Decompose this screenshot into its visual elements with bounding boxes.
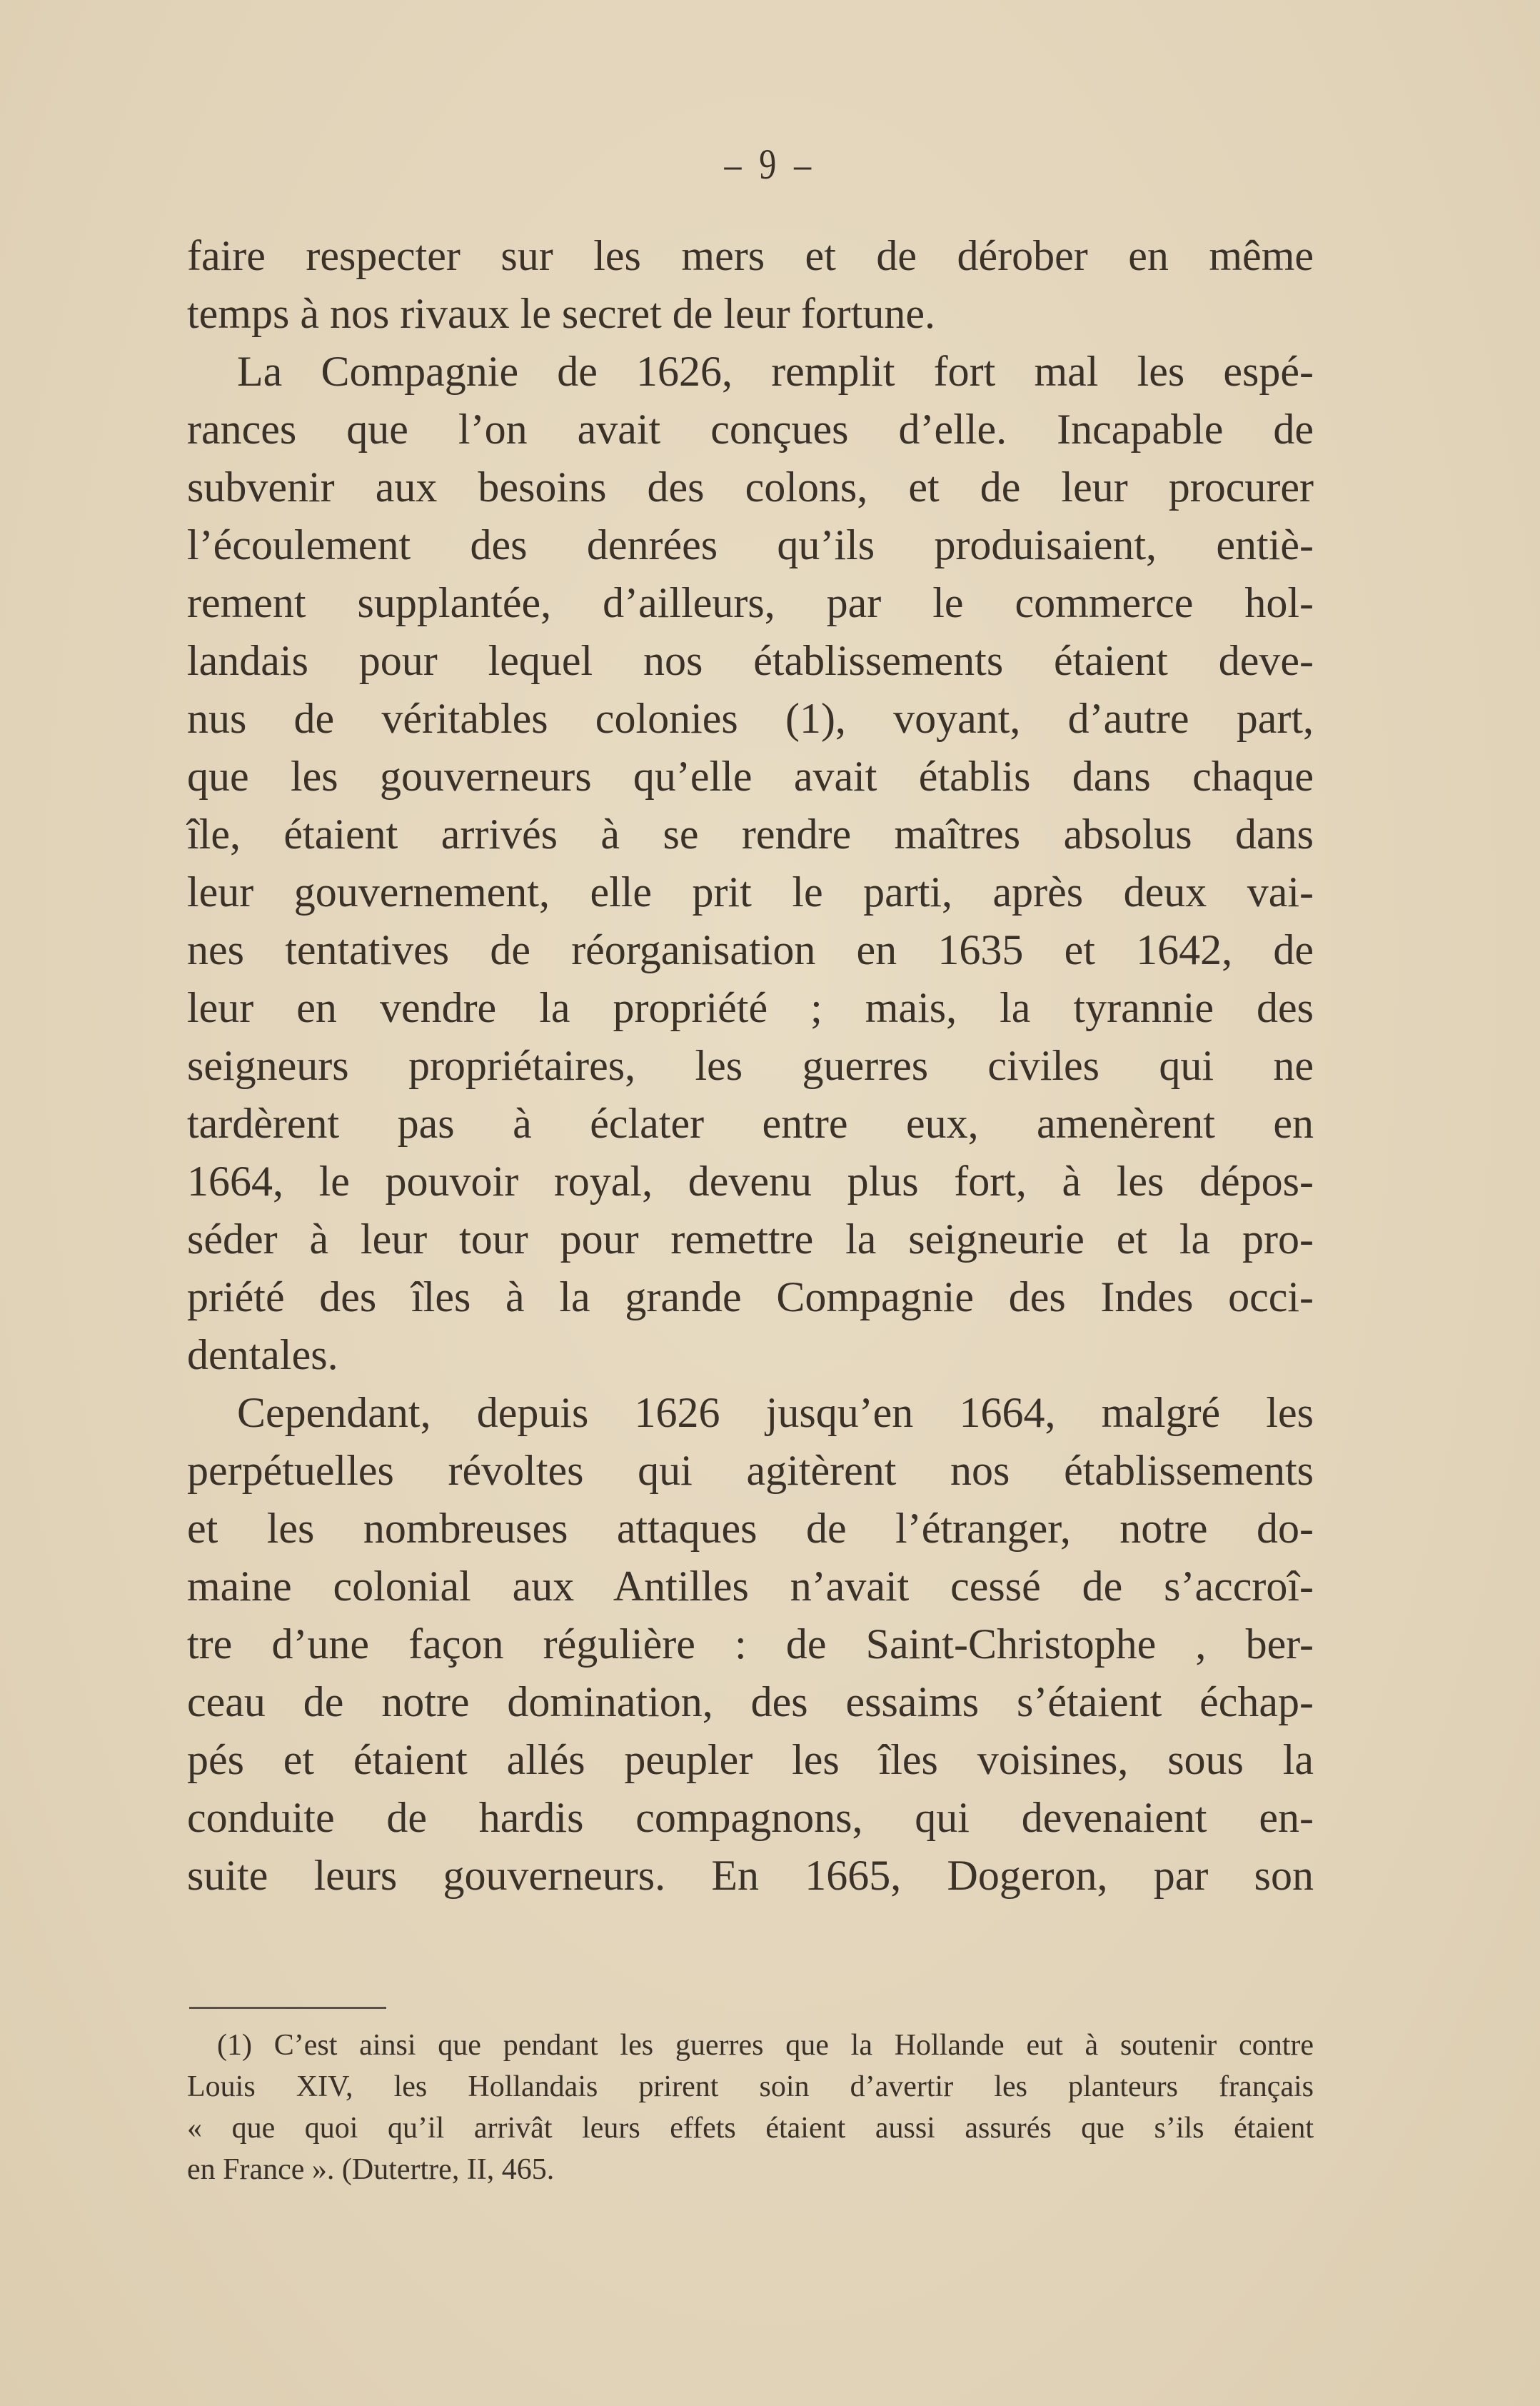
text-line: et les nombreuses attaques de l’étranger, notre do- [187,1505,1314,1552]
text-line: nes tentatives de réorganisation en 1635 et 1642, de [187,926,1314,973]
body-text [187,227,1314,1905]
text-line: île, étaient arrivés à se rendre maîtres absolus dans [187,811,1314,858]
text-line: temps à nos rivaux le secret de leur fortune. [187,290,935,337]
text-line: landais pour lequel nos établissements étaient deve- [187,637,1314,684]
footnote [187,2025,1314,2190]
text-line: priété des îles à la grande Compagnie des Indes occi- [187,1273,1314,1320]
text-line: leur gouvernement, elle prit le parti, après deux vai- [187,868,1314,916]
text-line: conduite de hardis compagnons, qui devenaient en- [187,1794,1314,1841]
text-line: dentales. [187,1331,338,1378]
text-line: rances que l’on avait conçues d’elle. Incapable de [187,406,1314,453]
text-line: tardèrent pas à éclater entre eux, amenèrent en [187,1100,1314,1147]
page-number: – 9 – [724,141,816,188]
paragraph-start-line: La Compagnie de 1626, remplit fort mal les espé- [237,348,1314,395]
text-line: nus de véritables colonies (1), voyant, d’autre part, [187,695,1314,742]
footnote-line: « que quoi qu’il arrivât leurs effets étaient aussi assurés que s’ils étaient [187,2112,1314,2145]
text-line: suite leurs gouverneurs. En 1665, Dogeron, par son [187,1852,1314,1899]
text-line: que les gouverneurs qu’elle avait établis dans chaque [187,753,1314,800]
text-line: 1664, le pouvoir royal, devenu plus fort, à les dépos- [187,1158,1314,1205]
footnote-line: en France ». (Dutertre, II, 465. [187,2153,555,2186]
text-line: subvenir aux besoins des colons, et de leur procurer [187,463,1314,511]
text-line: maine colonial aux Antilles n’avait cessé de s’accroî- [187,1563,1314,1610]
footnote-line: Louis XIV, les Hollandais prirent soin d’avertir les planteurs français [187,2070,1314,2103]
text-line: l’écoulement des denrées qu’ils produisaient, entiè- [187,521,1314,568]
footnote-divider [189,2007,386,2009]
text-line: seigneurs propriétaires, les guerres civiles qui ne [187,1042,1314,1089]
text-line: rement supplantée, d’ailleurs, par le commerce hol- [187,579,1314,626]
footnote-line: (1) C’est ainsi que pendant les guerres que la Hollande eut à soutenir contre [217,2029,1314,2062]
paragraph-start-line: Cependant, depuis 1626 jusqu’en 1664, malgré les [237,1389,1314,1436]
text-line: pés et étaient allés peupler les îles voisines, sous la [187,1736,1314,1783]
text-line: séder à leur tour pour remettre la seigneurie et la pro- [187,1215,1314,1263]
text-line: leur en vendre la propriété ; mais, la tyrannie des [187,984,1314,1031]
text-line: perpétuelles révoltes qui agitèrent nos établissements [187,1447,1314,1494]
text-line: faire respecter sur les mers et de dérober en même [187,232,1314,279]
text-line: tre d’une façon régulière : de Saint-Christophe , ber- [187,1620,1314,1668]
text-line: ceau de notre domination, des essaims s’étaient échap- [187,1678,1314,1725]
